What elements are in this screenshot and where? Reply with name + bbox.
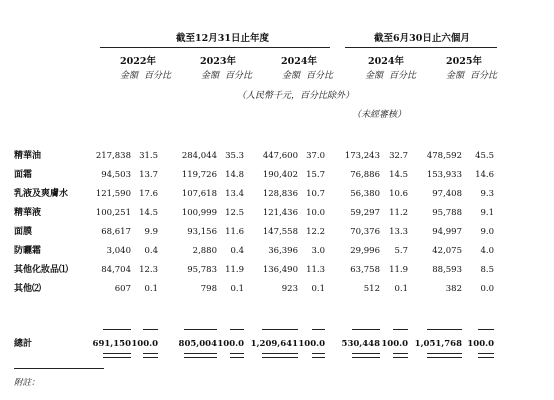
col-amount-2022: 金額 [120,71,139,81]
table-cell: 95,783 [187,265,217,275]
table-cell: 923 [281,284,298,294]
table-cell: 447,600 [262,151,298,161]
table-cell: 107,618 [181,189,217,199]
table-cell: 36,396 [268,246,298,256]
subtotal-rule [103,329,131,330]
total-cell: 805,004 [178,339,217,349]
table-cell: 12.2 [306,227,325,237]
period-underline-fiscal-year [100,47,330,48]
table-cell: 11.2 [389,208,408,218]
table-cell: 147,558 [262,227,298,237]
table-cell: 76,886 [350,170,380,180]
table-cell: 94,997 [432,227,462,237]
table-cell: 121,436 [262,208,298,218]
table-cell: 284,044 [181,151,217,161]
col-amount-2024-h1: 金額 [365,71,384,81]
table-cell: 3.0 [311,246,325,256]
table-cell: 607 [114,284,131,294]
total-cell: 530,448 [341,339,380,349]
subtotal-rule [478,329,494,330]
table-cell: 4.0 [480,246,494,256]
total-cell: 691,150 [92,339,131,349]
table-cell: 31.5 [139,151,158,161]
table-cell: 0.0 [480,284,494,294]
col-pct-2023: 百分比 [225,71,253,81]
subtotal-rule [184,329,217,330]
table-cell: 128,836 [262,189,298,199]
total-double-rule [230,353,244,358]
total-double-rule [143,353,158,358]
table-cell: 0.4 [144,246,158,256]
table-cell: 13.3 [389,227,408,237]
table-cell: 10.6 [389,189,408,199]
table-cell: 190,402 [262,170,298,180]
table-cell: 153,933 [426,170,462,180]
unit-note: （人民幣千元，百分比除外） [237,91,355,101]
total-cell: 100.0 [217,339,244,349]
col-pct-2022: 百分比 [144,71,172,81]
table-cell: 5.7 [394,246,408,256]
table-cell: 0.1 [394,284,408,294]
year-heading-2024: 2024年 [281,56,317,67]
table-cell: 70,376 [350,227,380,237]
subtotal-rule [230,329,244,330]
total-double-rule [262,353,298,358]
year-heading-2022: 2022年 [120,56,156,67]
table-cell: 8.5 [480,265,494,275]
col-amount-2024: 金額 [282,71,301,81]
table-cell: 59,297 [350,208,380,218]
table-cell: 13.7 [139,170,158,180]
table-cell: 100,999 [181,208,217,218]
subtotal-rule [143,329,158,330]
table-cell: 9.1 [480,208,494,218]
total-cell: 100.0 [298,339,325,349]
table-cell: 14.5 [389,170,408,180]
table-cell: 12.5 [225,208,244,218]
table-cell: 9.9 [144,227,158,237]
table-cell: 121,590 [95,189,131,199]
table-cell: 11.9 [225,265,244,275]
total-label: 總計 [14,339,33,349]
table-cell: 93,156 [187,227,217,237]
table-cell: 12.3 [139,265,158,275]
table-cell: 0.1 [311,284,325,294]
year-heading-2025-h1: 2025年 [446,56,482,67]
table-cell: 10.7 [306,189,325,199]
table-cell: 119,726 [181,170,217,180]
total-double-rule [103,353,131,358]
year-heading-2023: 2023年 [200,56,236,67]
row-label: 其他化妝品⑴ [14,265,69,275]
row-label: 精華油 [14,151,42,161]
subtotal-rule [312,329,325,330]
table-cell: 45.5 [475,151,494,161]
row-label: 面霜 [14,170,33,180]
table-cell: 2,880 [192,246,217,256]
subtotal-rule [262,329,298,330]
table-cell: 0.1 [230,284,244,294]
table-cell: 94,503 [101,170,131,180]
total-double-rule [352,353,380,358]
period-heading-fiscal-year: 截至12月31日止年度 [176,33,269,44]
table-cell: 478,592 [426,151,462,161]
table-cell: 0.4 [230,246,244,256]
col-amount-2025-h1: 金額 [446,71,465,81]
total-cell: 100.0 [131,339,158,349]
table-cell: 42,075 [432,246,462,256]
col-amount-2023: 金額 [201,71,220,81]
total-cell: 1,209,641 [250,339,298,349]
year-heading-2024-h1: 2024年 [368,56,404,67]
table-cell: 97,408 [432,189,462,199]
table-cell: 35.3 [225,151,244,161]
footnote-rule [14,368,104,369]
table-cell: 56,380 [350,189,380,199]
table-cell: 63,758 [350,265,380,275]
table-cell: 9.0 [480,227,494,237]
period-heading-six-months: 截至6月30日止六個月 [374,33,470,44]
table-cell: 512 [363,284,380,294]
col-pct-2025-h1: 百分比 [470,71,498,81]
table-cell: 13.4 [225,189,244,199]
table-cell: 68,617 [101,227,131,237]
row-label: 其他⑵ [14,284,42,294]
total-cell: 100.0 [381,339,408,349]
table-cell: 11.6 [225,227,244,237]
subtotal-rule [393,329,408,330]
table-cell: 3,040 [106,246,131,256]
table-cell: 9.3 [480,189,494,199]
footnote-title: 附註： [14,378,40,388]
table-cell: 10.0 [306,208,325,218]
row-label: 面膜 [14,227,33,237]
table-cell: 88,593 [432,265,462,275]
subtotal-rule [427,329,462,330]
table-cell: 37.0 [306,151,325,161]
table-cell: 798 [200,284,217,294]
total-double-rule [478,353,494,358]
table-cell: 173,243 [344,151,380,161]
total-cell: 100.0 [467,339,494,349]
table-cell: 217,838 [95,151,131,161]
row-label: 乳液及爽膚水 [14,189,69,199]
table-cell: 17.6 [139,189,158,199]
col-pct-2024: 百分比 [306,71,334,81]
col-pct-2024-h1: 百分比 [389,71,417,81]
table-cell: 11.3 [306,265,325,275]
total-cell: 1,051,768 [414,339,462,349]
table-cell: 14.5 [139,208,158,218]
table-cell: 136,490 [262,265,298,275]
row-label: 防曬霜 [14,246,42,256]
table-cell: 382 [445,284,462,294]
table-cell: 95,788 [432,208,462,218]
table-cell: 84,704 [101,265,131,275]
table-cell: 15.7 [306,170,325,180]
total-double-rule [184,353,217,358]
table-cell: 14.8 [225,170,244,180]
table-cell: 11.9 [389,265,408,275]
table-cell: 14.6 [475,170,494,180]
total-double-rule [312,353,325,358]
table-cell: 29,996 [350,246,380,256]
unaudited-note: （未經審核） [352,110,407,120]
table-cell: 0.1 [144,284,158,294]
total-double-rule [427,353,462,358]
table-cell: 32.7 [389,151,408,161]
total-double-rule [393,353,408,358]
row-label: 精華液 [14,208,42,218]
subtotal-rule [352,329,380,330]
period-underline-six-months [345,47,497,48]
table-cell: 100,251 [95,208,131,218]
